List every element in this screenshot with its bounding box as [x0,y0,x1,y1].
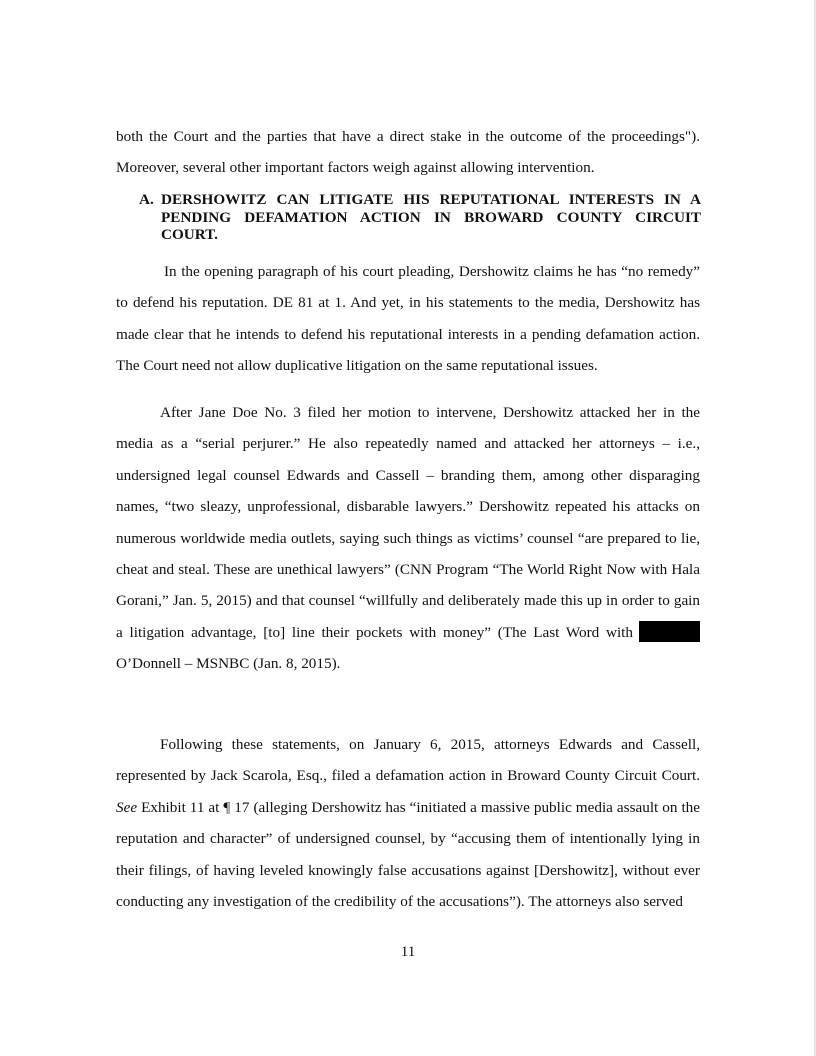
see-signal: See [116,798,138,816]
section-heading [139,191,701,244]
paragraph-2 [116,397,700,680]
page-number: 11 [400,943,416,960]
paragraph-3-rest: Exhibit 11 at ¶ 17 (alleging Dershowitz has “initiated a massive public media assault on the reputation and character” of undersigned counsel, by “accusing them of intentionally lying in their filings, of having leveled knowingly false accusations against [Dershowitz], without ever conducting any investigation of the credibility of the accusations”). The attorneys also served [116,798,700,911]
redaction-block [639,621,700,642]
paragraph-3 [116,729,700,917]
paragraph-2-text: After Jane Doe No. 3 filed her motion to intervene, Dershowitz attacked her in the media as a “serial perjurer.” He also repeatedly named and attacked her attorneys – i.e., undersigned legal counsel Edwards and Cassell – branding them, among other disparaging names, “two sleazy, unprofessional, disbarable lawyers.” Dershowitz repeated his attacks on numerous worldwide media outlets, saying such things as victims’ counsel “are prepared to lie, cheat and steal. These are unethical lawyers” (CNN Program “The World Right Now with Hala Gorani,” Jan. 5, 2015) and that counsel “willfully and deliberately made this up in order to gain a litigation advantage, [to] line their pockets with money” (The Last Word with [116,404,700,641]
paragraph-1-text: In the opening paragraph of his court pleading, Dershowitz claims he has “no remedy” to defend his reputation. DE 81 at 1. And yet, in his statements to the media, Dershowitz has made clear that he intends to defend his reputational interests in a pending defamation action. The Court need not allow duplicative litigation on the same reputational issues. [116,263,700,375]
paragraph-3-lead: Following these statements, on January 6, 2015, attorneys Edwards and Cassell, represented by Jack Scarola, Esq., filed a defamation action in Broward County Circuit Court. [116,736,700,785]
opening-paragraph-text: both the Court and the parties that have a direct stake in the outcome of the proceedings"). Moreover, several other important factors weigh against allowing intervention. [116,128,700,177]
section-heading-text: DERSHOWITZ CAN LITIGATE HIS REPUTATIONAL INTERESTS IN A PENDING DEFAMATION ACTION IN BROWARD COUNTY CIRCUIT COURT. [161,191,701,243]
paragraph-2-end: O’Donnell – MSNBC (Jan. 8, 2015). [116,655,341,673]
section-letter: A. [139,191,154,208]
opening-paragraph [116,121,700,184]
paragraph-1 [116,256,700,382]
